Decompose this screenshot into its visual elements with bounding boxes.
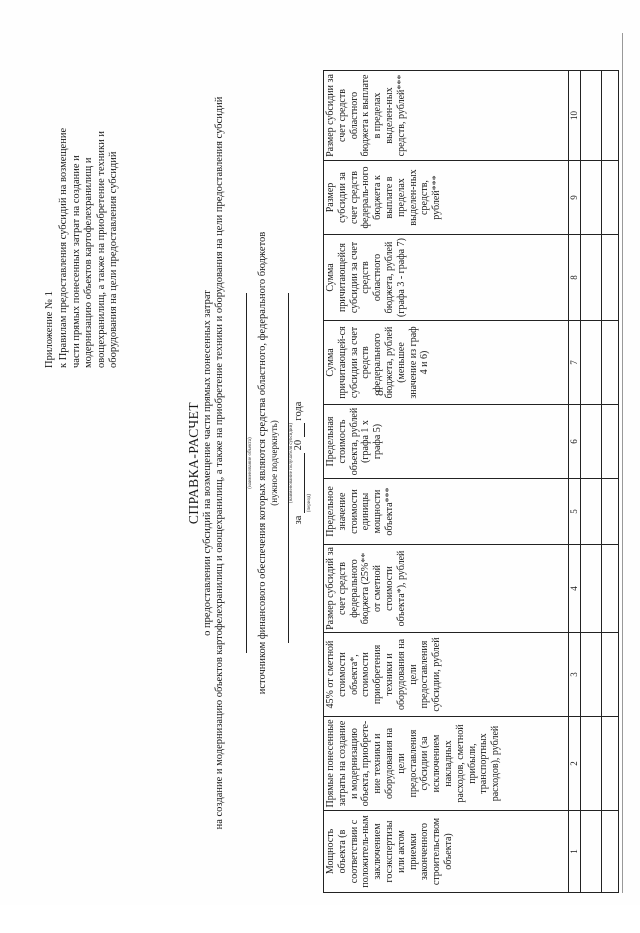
table-cell xyxy=(581,71,602,161)
header-cell: Прямые понесенные затраты на создание и модернизацию объекта, приобрете-ние техники и оборудования на цели предоставления субсидии (за исключением накладных расходов, сметной прибыли, транспортных расходов), рублей xyxy=(324,717,569,811)
table-cell xyxy=(581,545,602,633)
appendix-title: Приложение № 1 xyxy=(44,291,55,368)
table-cell xyxy=(602,479,619,545)
rotated-content xyxy=(10,33,630,893)
header-cell: Сумма причитающей-ся субсидии за счет средств федерального бюджета, рублей (меньшее значение из граф 4 и 6) xyxy=(324,321,569,405)
header-cell: 45% от сметной стоимости объекта*, стоимости приобретения техники и оборудования на цели предоставления субсидии, рублей xyxy=(324,633,569,717)
appendix-block xyxy=(44,48,120,368)
column-number: 10 xyxy=(569,71,581,161)
period-prefix: за xyxy=(293,515,304,525)
column-number: 2 xyxy=(569,717,581,811)
document-title: СПРАВКА-РАСЧЕТ xyxy=(186,401,201,525)
table-cell xyxy=(581,717,602,811)
header-cell: Размер субсидии за счет средств областного бюджета к выплате в пределах выделен-ных средств, рублей*** xyxy=(324,71,569,161)
period-suffix: года xyxy=(293,401,304,421)
scan-edge-line xyxy=(622,33,623,893)
period-year: 20 xyxy=(293,439,304,451)
table-cell xyxy=(581,811,602,893)
document-subtitle-2: на создание и модернизацию объектов картофелехранилищ и овощехранилищ, а также на приобретение техники и оборудования на цели предоставления субсидий xyxy=(214,96,225,830)
funding-source-text: источником финансового обеспечения которых являются средства областного, федерального бюджетов xyxy=(257,231,268,695)
column-number: 7 xyxy=(569,321,581,405)
appendix-line: части прямых понесенных затрат на создание и xyxy=(70,155,82,368)
table-cell xyxy=(581,321,602,405)
table-cell xyxy=(602,545,619,633)
table-cell xyxy=(602,405,619,479)
table-cell xyxy=(581,405,602,479)
appendix-line: к Правилам предоставления субсидий на возмещение xyxy=(58,127,70,368)
object-name-caption: (наименование объекта) xyxy=(248,437,253,489)
column-number: 8 xyxy=(569,235,581,321)
header-cell: Мощность объекта (в соответствии с положитель-ным заключением госэкспертизы или актом приемки законченного строительством объекта) xyxy=(324,811,569,893)
table-row xyxy=(581,71,602,893)
table-cell xyxy=(581,235,602,321)
year-blank xyxy=(293,423,305,437)
column-number: 3 xyxy=(569,633,581,717)
page-number: 8 xyxy=(372,390,386,396)
column-number: 5 xyxy=(569,479,581,545)
period-caption: (период) xyxy=(307,493,312,513)
period-row xyxy=(293,33,305,893)
table-cell xyxy=(602,633,619,717)
table-cell xyxy=(581,633,602,717)
header-cell: Размер субсидий за счет средств федерального бюджета (25%** от сметной стоимости объекта*), рублей xyxy=(324,545,569,633)
table-cell xyxy=(602,235,619,321)
funding-source-caption: (нужное подчеркнуть) xyxy=(269,420,279,506)
recipient-caption: (наименование получателя субсидии) xyxy=(289,423,294,503)
calculation-table xyxy=(323,70,619,893)
table-cell xyxy=(602,717,619,811)
document-subtitle-1: о предоставлении субсидий на возмещение части прямых понесенных затрат xyxy=(202,290,213,636)
appendix-line: оборудования на цели предоставления субсидий xyxy=(108,151,120,368)
period-blank xyxy=(293,453,305,513)
column-number: 9 xyxy=(569,161,581,235)
column-number: 1 xyxy=(569,811,581,893)
table-cell xyxy=(602,811,619,893)
table-cell xyxy=(581,161,602,235)
table-cell xyxy=(602,161,619,235)
object-name-line xyxy=(246,293,247,653)
header-cell: Сумма причитающейся субсидии за счет средств областного бюджета, рублей (графа 3 - графа 7) xyxy=(324,235,569,321)
header-cell: Предельное значение стоимости единицы мощности объекта*** xyxy=(324,479,569,545)
table-cell xyxy=(581,479,602,545)
table-cell xyxy=(602,71,619,161)
appendix-line: овощехранилищ, а также на приобретение техники и xyxy=(95,131,107,368)
appendix-line: модернизацию объектов картофелехранилищ и xyxy=(83,157,95,368)
column-number: 4 xyxy=(569,545,581,633)
header-cell: Размер субсидии за счет средств федераль-ного бюджета к выплате в пределах выделен-ных средств, рублей*** xyxy=(324,161,569,235)
table-number-row xyxy=(569,71,581,893)
header-cell: Предельная стоимость объекта, рублей (графа 1 х графа 5) xyxy=(324,405,569,479)
table-header-row xyxy=(324,71,569,893)
column-number: 6 xyxy=(569,405,581,479)
table-row xyxy=(602,71,619,893)
table-cell xyxy=(602,321,619,405)
